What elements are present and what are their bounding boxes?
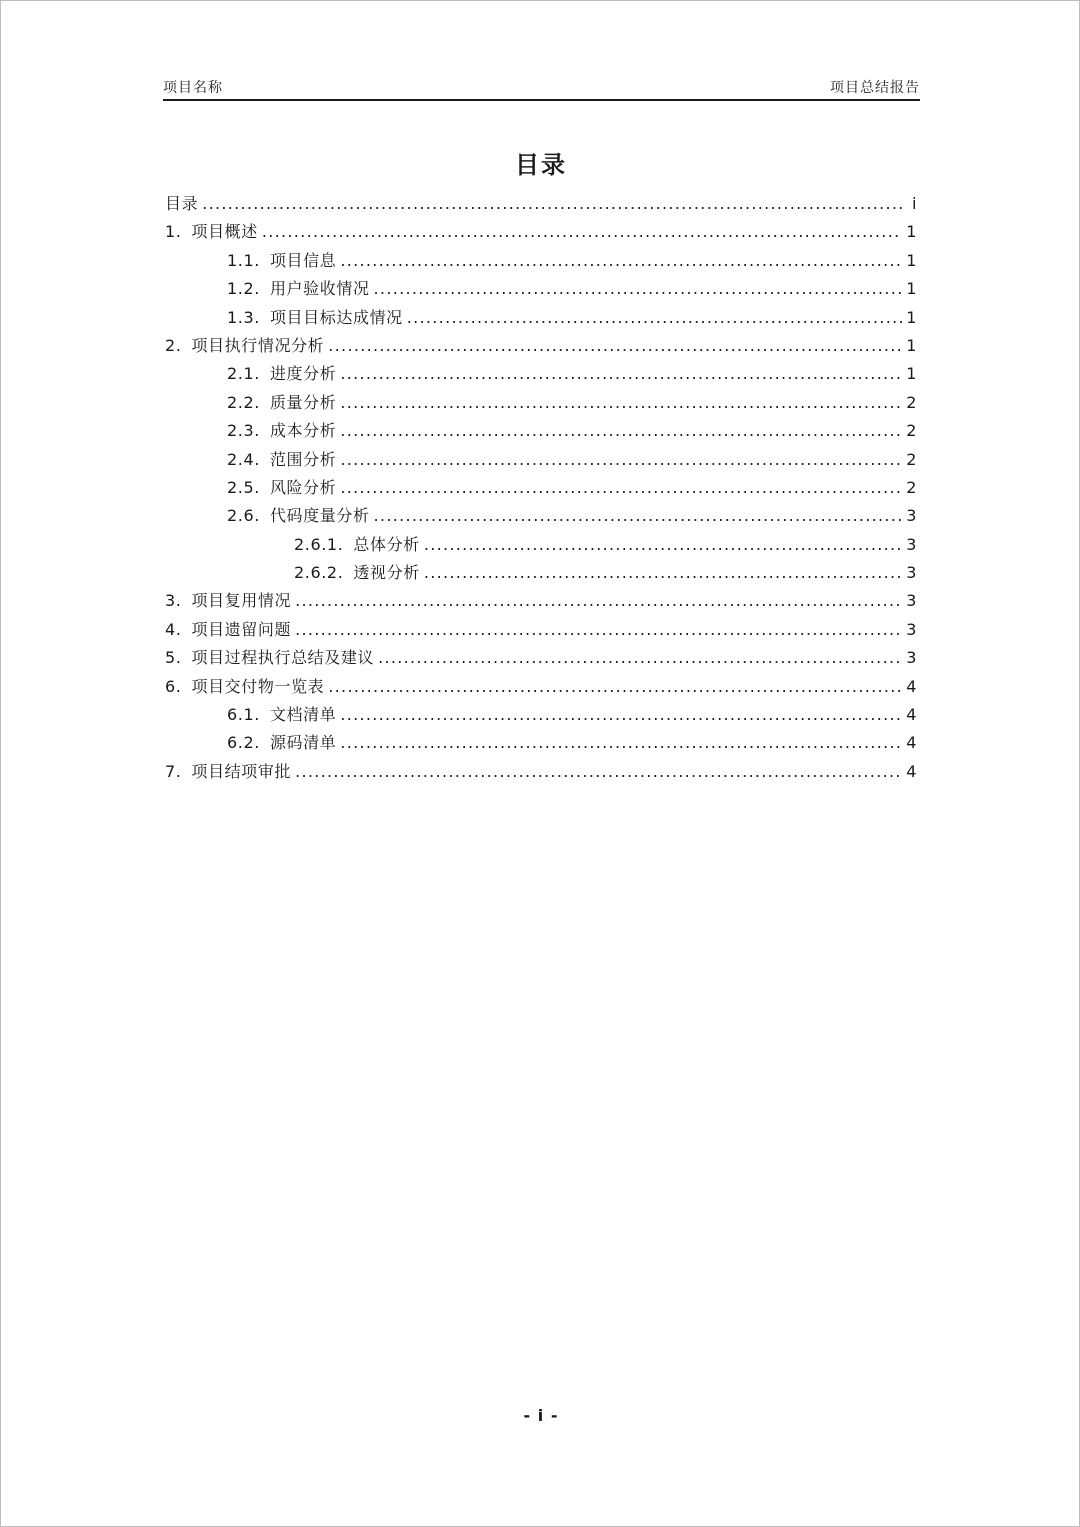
toc-entry-page: 1 [906, 307, 917, 327]
toc-heading: 目录 [515, 151, 567, 179]
toc-entry-page: 4 [906, 761, 917, 781]
toc-entry-page: 4 [906, 676, 917, 696]
toc-entry-number: 6.2. [227, 733, 260, 753]
toc-entry-page: 1 [906, 335, 917, 355]
toc-entry-number: 1.3. [227, 307, 260, 327]
toc-entry[interactable] [165, 304, 917, 332]
toc-entry[interactable] [165, 332, 917, 360]
toc-entry-number: 2.6.2. [294, 563, 344, 583]
toc-entry-number: 2.5. [227, 477, 260, 497]
header-project-name: 项目名称 [163, 80, 223, 96]
toc-entry-title: 范围分析 [269, 449, 337, 469]
toc-dot-leader [295, 758, 902, 786]
toc-entry-page: 2 [906, 449, 917, 469]
toc-entry[interactable] [165, 417, 917, 445]
toc-entry-page: 4 [906, 705, 917, 725]
toc-entry[interactable] [165, 275, 917, 303]
toc-entry-page: 3 [906, 619, 917, 639]
page-number-footer: - i - [523, 1406, 559, 1425]
toc-entry-title: 项目过程执行总结及建议 [191, 648, 375, 668]
toc-entry-title: 目录 [165, 194, 199, 213]
toc-entry-number: 2.3. [227, 421, 260, 441]
toc-entry[interactable] [165, 360, 917, 388]
toc-entry-page: 2 [906, 392, 917, 412]
toc-dot-leader [340, 446, 902, 474]
toc-entry-number: 1.2. [227, 279, 260, 299]
toc-entry-title: 项目信息 [269, 250, 337, 270]
toc-entry-title: 项目遗留问题 [191, 619, 292, 639]
toc-entry-number: 1. [165, 222, 182, 242]
table-of-contents [165, 190, 917, 786]
toc-entry-title: 透视分析 [353, 563, 420, 583]
header-report-title: 项目总结报告 [830, 80, 920, 96]
toc-entry-page: 1 [906, 364, 917, 384]
toc-entry-page: 2 [906, 421, 917, 441]
toc-entry[interactable] [165, 531, 917, 559]
toc-entry-page: 2 [906, 477, 917, 497]
toc-entry[interactable] [165, 218, 917, 246]
toc-entry-number: 7. [165, 761, 182, 781]
toc-entry-page: 3 [906, 648, 917, 668]
toc-entry-page: 3 [906, 563, 917, 583]
toc-entry-number: 4. [165, 619, 182, 639]
toc-entry-page: 3 [906, 534, 917, 554]
toc-entry-title: 项目概述 [191, 222, 258, 242]
toc-entry-title: 项目复用情况 [191, 591, 292, 611]
toc-dot-leader [340, 417, 902, 445]
toc-entry[interactable] [165, 673, 917, 701]
toc-dot-leader [374, 502, 903, 530]
toc-entry[interactable] [165, 190, 917, 218]
toc-entry-page: 4 [906, 733, 917, 753]
toc-dot-leader [378, 644, 902, 672]
toc-dot-leader [262, 218, 902, 246]
toc-entry-number: 2.4. [227, 449, 260, 469]
toc-entry-title: 项目执行情况分析 [191, 335, 325, 355]
toc-entry-page: i [911, 194, 917, 213]
toc-entry[interactable] [165, 502, 917, 530]
toc-entry[interactable] [165, 587, 917, 615]
toc-entry-page: 3 [906, 506, 917, 526]
toc-dot-leader [424, 559, 902, 587]
toc-entry[interactable] [165, 559, 917, 587]
toc-entry-page: 1 [906, 279, 917, 299]
toc-entry-number: 2.1. [227, 364, 260, 384]
toc-entry-page: 1 [906, 250, 917, 270]
toc-entry[interactable] [165, 729, 917, 757]
toc-entry-title: 用户验收情况 [269, 279, 370, 299]
toc-entry-title: 代码度量分析 [269, 506, 370, 526]
toc-entry-number: 2.6. [227, 506, 260, 526]
toc-entry[interactable] [165, 247, 917, 275]
toc-dot-leader [374, 275, 903, 303]
toc-entry[interactable] [165, 644, 917, 672]
toc-dot-leader [340, 247, 902, 275]
toc-entry-number: 6.1. [227, 705, 260, 725]
toc-dot-leader [328, 332, 902, 360]
toc-dot-leader [340, 729, 902, 757]
toc-entry-title: 风险分析 [269, 477, 337, 497]
toc-entry-title: 项目结项审批 [191, 761, 292, 781]
toc-dot-leader [295, 587, 902, 615]
toc-dot-leader [340, 389, 902, 417]
toc-entry-title: 项目目标达成情况 [269, 307, 403, 327]
toc-dot-leader [407, 304, 902, 332]
toc-entry-title: 成本分析 [269, 421, 337, 441]
toc-entry-title: 文档清单 [269, 705, 337, 725]
toc-entry-number: 6. [165, 676, 182, 696]
toc-entry[interactable] [165, 389, 917, 417]
toc-dot-leader [340, 474, 902, 502]
toc-entry-title: 进度分析 [269, 364, 337, 384]
toc-entry-number: 2.6.1. [294, 534, 344, 554]
toc-entry-number: 3. [165, 591, 182, 611]
toc-entry-page: 3 [906, 591, 917, 611]
toc-dot-leader [295, 616, 902, 644]
toc-entry-number: 1.1. [227, 250, 260, 270]
toc-dot-leader [328, 673, 902, 701]
toc-entry[interactable] [165, 446, 917, 474]
toc-entry-number: 5. [165, 648, 182, 668]
toc-entry[interactable] [165, 758, 917, 786]
toc-dot-leader [340, 360, 902, 388]
page-header [163, 77, 920, 101]
toc-entry-title: 质量分析 [269, 392, 337, 412]
toc-entry-page: 1 [906, 222, 917, 242]
toc-entry-number: 2. [165, 335, 182, 355]
toc-dot-leader [202, 190, 903, 218]
toc-entry-title: 源码清单 [269, 733, 337, 753]
toc-entry-title: 总体分析 [353, 534, 420, 554]
toc-entry-number: 2.2. [227, 392, 260, 412]
toc-entry[interactable] [165, 701, 917, 729]
toc-entry[interactable] [165, 474, 917, 502]
toc-dot-leader [340, 701, 902, 729]
toc-entry-title: 项目交付物一览表 [191, 676, 325, 696]
toc-dot-leader [424, 531, 902, 559]
toc-entry[interactable] [165, 616, 917, 644]
